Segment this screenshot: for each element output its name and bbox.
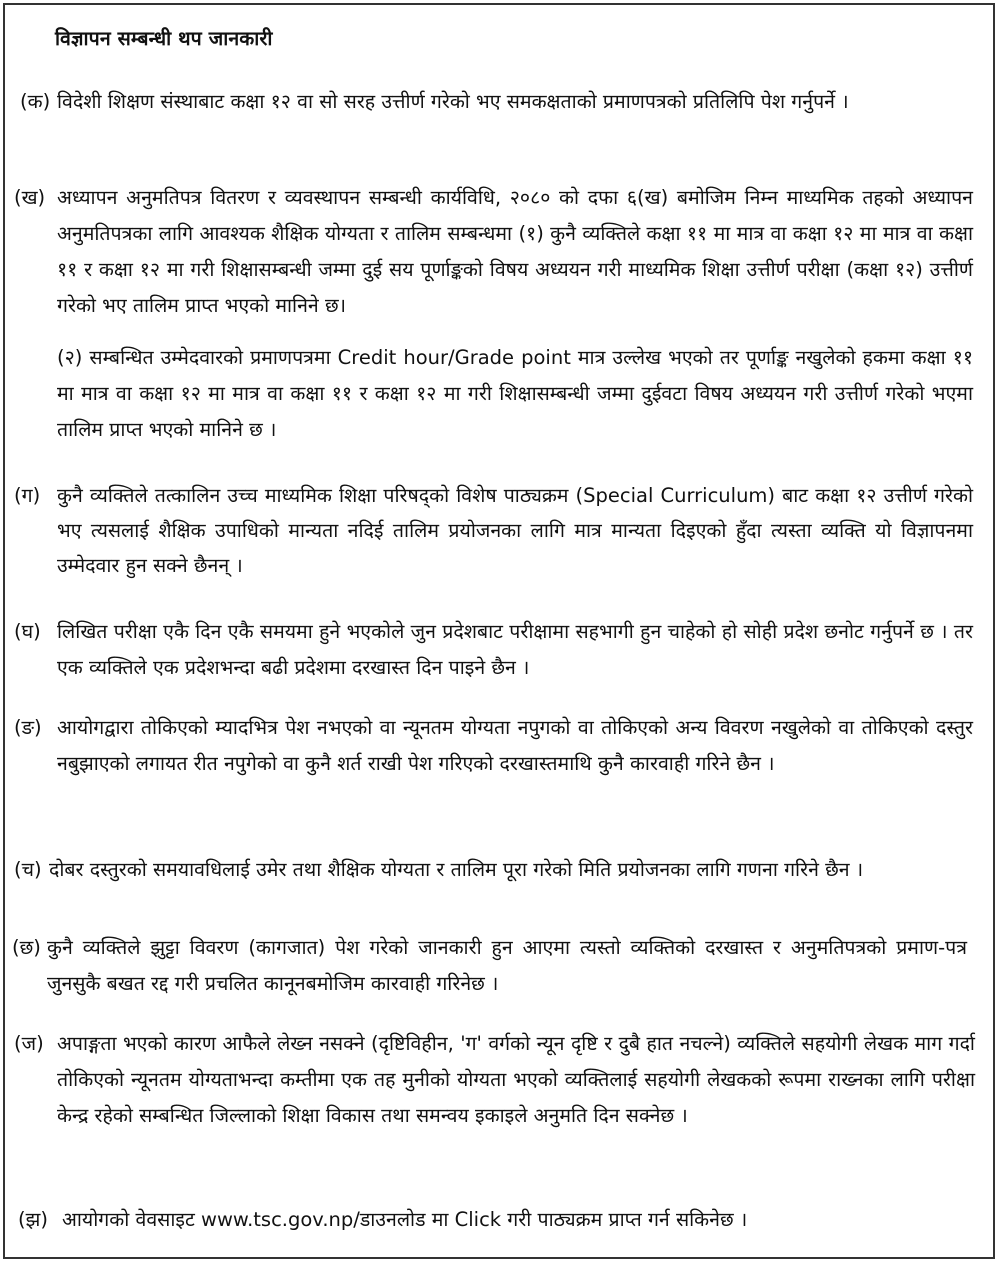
item-text: आयोगद्वारा तोकिएको म्यादभित्र पेश नभएको वा न्यूनतम योग्यता नपुगको वा तोकिएको अन्य विवरण नखुलेको वा तोकिएको दस्तुर नबुझाएको लगायत रीत नपुगेको वा कुनै शर्त राखी पेश गरिएको दरखास्तमाथि कुनै कारवाही गरिने छैन ।: [57, 716, 973, 775]
item-marker: (घ): [14, 620, 41, 643]
item-marker: (क): [20, 90, 51, 113]
item-text: कुनै व्यक्तिले झुट्टा विवरण (कागजात) पेश गरेको जानकारी हुन आएमा त्यस्तो व्यक्तिको दरखास्त र अनुमतिपत्रको प्रमाण-पत्र जुनसुकै बखत रद्द गरी प्रचलित कानूनबमोजिम कारवाही गरिनेछ ।: [47, 936, 967, 995]
item-text: विदेशी शिक्षण संस्थाबाट कक्षा १२ वा सो सरह उत्तीर्ण गरेको भए समकक्षताको प्रमाणपत्रको प्रतिलिपि पेश गर्नुपर्ने ।: [57, 90, 849, 113]
item-text-part-2: (२) सम्बन्धित उम्मेदवारको प्रमाणपत्रमा Credit hour/Grade point मात्र उल्लेख भएको तर पूर्णाङ्क नखुलेको हकमा कक्षा ११ मा मात्र वा कक्षा १२ मा मात्र वा कक्षा ११ र कक्षा १२ मा गरी शिक्षासम्बन्धी जम्मा दुईवटा विषय अध्ययन गरी उत्तीर्ण गरेको भएमा तालिम प्राप्त भएको मानिने छ ।: [57, 346, 973, 441]
item-text: आयोगको वेवसाइट www.tsc.gov.np/डाउनलोड मा Click गरी पाठ्यक्रम प्राप्त गर्न सकिनेछ ।: [62, 1208, 748, 1231]
item-marker: (ङ): [14, 716, 42, 739]
item-text: कुनै व्यक्तिले तत्कालिन उच्च माध्यमिक शिक्षा परिषद्को विशेष पाठ्यक्रम (Special Curriculum) बाट कक्षा १२ उत्तीर्ण गरेको भए त्यसलाई शैक्षिक उपाधिको मान्यता नदिई तालिम प्रयोजनका लागि मात्र मान्यता दिइएको हुँदा त्यस्ता व्यक्ति यो विज्ञापनमा उम्मेदवार हुन सक्ने छैनन् ।: [57, 484, 973, 577]
item-marker: (झ): [18, 1208, 48, 1231]
item-text: लिखित परीक्षा एकै दिन एकै समयमा हुने भएकोले जुन प्रदेशबाट परीक्षामा सहभागी हुन चाहेको हो सोही प्रदेश छनोट गर्नुपर्ने छ । तर एक व्यक्तिले एक प्रदेशभन्दा बढी प्रदेशमा दरखास्त दिन पाइने छैन ।: [57, 620, 973, 679]
item-text: अपाङ्गता भएको कारण आफैले लेख्न नसक्ने (दृष्टिविहीन, 'ग' वर्गको न्यून दृष्टि र दुबै हात नचल्ने) व्यक्तिले सहयोगी लेखक माग गर्दा तोकिएको न्यूनतम योग्यताभन्दा कम्तीमा एक तह मुनीको योग्यता भएको व्यक्तिलाई सहयोगी लेखकको रूपमा राख्नका लागि परीक्षा केन्द्र रहेको सम्बन्धित जिल्लाको शिक्षा विकास तथा समन्वय इकाइले अनुमति दिन सक्नेछ ।: [57, 1032, 975, 1127]
item-text: दोबर दस्तुरको समयावधिलाई उमेर तथा शैक्षिक योग्यता र तालिम पूरा गरेको मिति प्रयोजनका लागि गणना गरिने छैन ।: [49, 858, 864, 881]
item-marker: (ज): [14, 1032, 44, 1055]
item-marker: (छ): [12, 936, 41, 959]
item-marker: (च): [14, 858, 42, 881]
item-text: अध्यापन अनुमतिपत्र वितरण र व्यवस्थापन सम्बन्धी कार्यविधि, २०८० को दफा ६(ख) बमोजिम निम्न माध्यमिक तहको अध्यापन अनुमतिपत्रका लागि आवश्यक शैक्षिक योग्यता र तालिम सम्बन्धमा (१) कुनै व्यक्तिले कक्षा ११ मा मात्र वा कक्षा १२ मा मात्र वा कक्षा ११ र कक्षा १२ मा गरी शिक्षासम्बन्धी जम्मा दुई सय पूर्णाङ्कको विषय अध्ययन गरी माध्यमिक शिक्षा उत्तीर्ण परीक्षा (कक्षा १२) उत्तीर्ण गरेको भए तालिम प्राप्त भएको मानिने छ।: [57, 186, 973, 317]
page-title: विज्ञापन सम्बन्धी थप जानकारी: [55, 27, 273, 50]
item-marker: (ग): [14, 484, 41, 507]
item-marker: (ख): [14, 186, 46, 209]
